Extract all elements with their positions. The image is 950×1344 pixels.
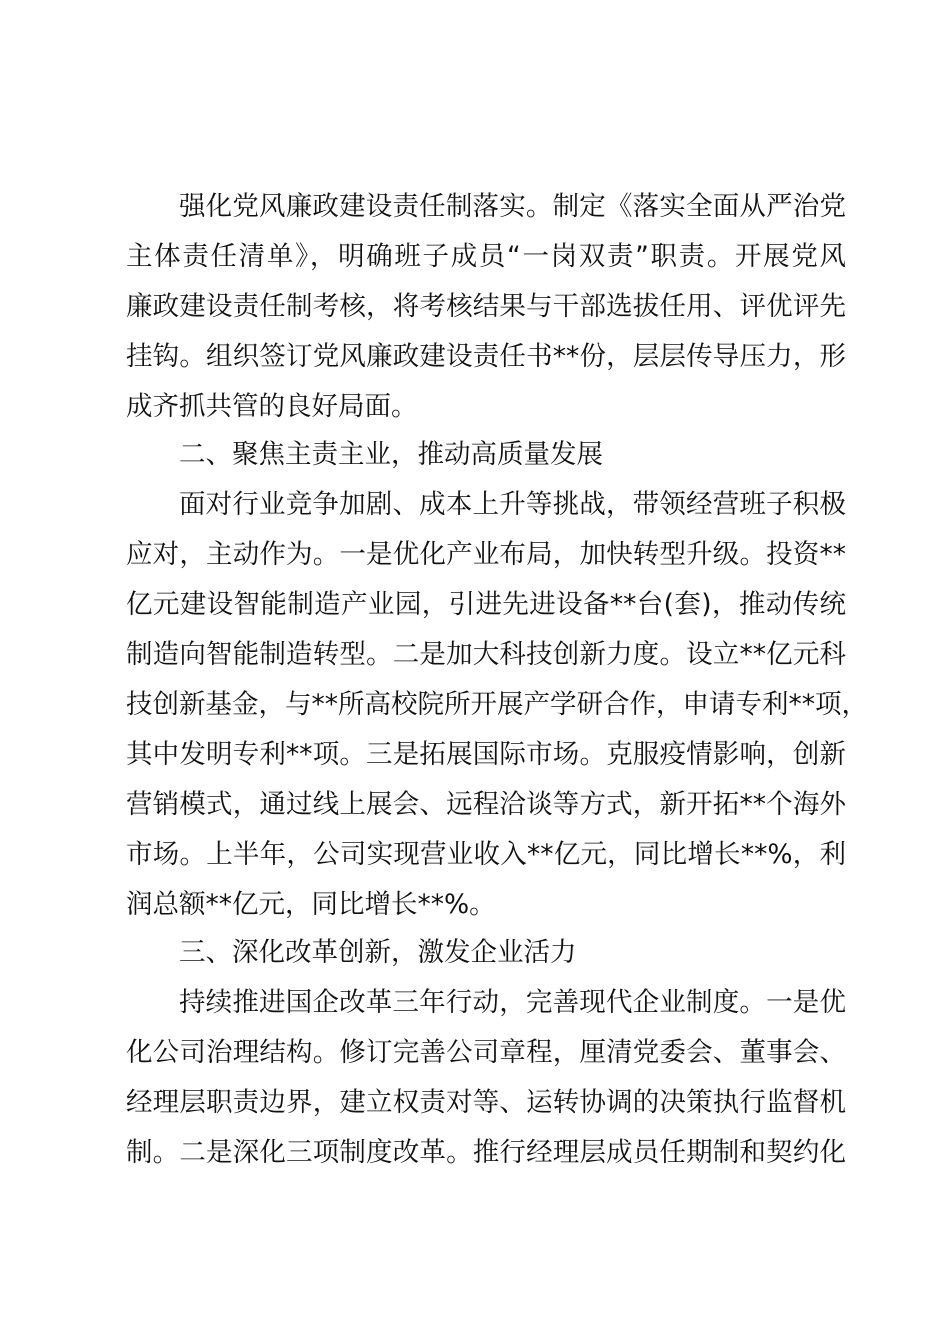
paragraph-line: 挂钩。组织签订党风廉政建设责任书**份，层层传导压力，形 bbox=[126, 341, 846, 372]
paragraph-line: 润总额**亿元，同比增长**%。 bbox=[126, 889, 496, 920]
paragraph-line: 营销模式，通过线上展会、远程洽谈等方式，新开拓**个海外 bbox=[126, 789, 846, 820]
paragraph-line: 主体责任清单》，明确班子成员“一岗双责”职责。开展党风 bbox=[126, 241, 846, 272]
paragraph-line: 化公司治理结构。修订完善公司章程，厘清党委会、董事会、 bbox=[126, 1037, 846, 1068]
paragraph-line: 其中发明专利**项。三是拓展国际市场。克服疫情影响，创新 bbox=[126, 739, 846, 770]
paragraph-line: 成齐抓共管的良好局面。 bbox=[126, 391, 418, 422]
paragraph-line: 技创新基金，与**所高校院所开展产学研合作，申请专利**项， bbox=[126, 689, 868, 720]
paragraph-line: 应对，主动作为。一是优化产业布局，加快转型升级。投资** bbox=[126, 539, 846, 570]
paragraph-line: 亿元建设智能制造产业园，引进先进设备**台(套)，推动传统 bbox=[126, 589, 846, 620]
paragraph-line: 制造向智能制造转型。二是加大科技创新力度。设立**亿元科 bbox=[126, 639, 846, 670]
paragraph-line: 持续推进国企改革三年行动，完善现代企业制度。一是优 bbox=[179, 987, 846, 1018]
paragraph-line: 经理层职责边界，建立权责对等、运转协调的决策执行监督机 bbox=[126, 1087, 846, 1118]
paragraph-line: 廉政建设责任制考核，将考核结果与干部选拔任用、评优评先 bbox=[126, 291, 846, 322]
paragraph-line: 市场。上半年，公司实现营业收入**亿元，同比增长**%，利 bbox=[126, 839, 846, 870]
paragraph-line: 面对行业竞争加剧、成本上升等挑战，带领经营班子积极 bbox=[179, 489, 846, 520]
section-heading: 二、聚焦主责主业，推动高质量发展 bbox=[179, 439, 603, 470]
section-heading: 三、深化改革创新，激发企业活力 bbox=[179, 937, 577, 968]
paragraph-line: 制。二是深化三项制度改革。推行经理层成员任期制和契约化 bbox=[126, 1137, 846, 1168]
paragraph-line: 强化党风廉政建设责任制落实。制定《落实全面从严治党 bbox=[179, 191, 846, 222]
